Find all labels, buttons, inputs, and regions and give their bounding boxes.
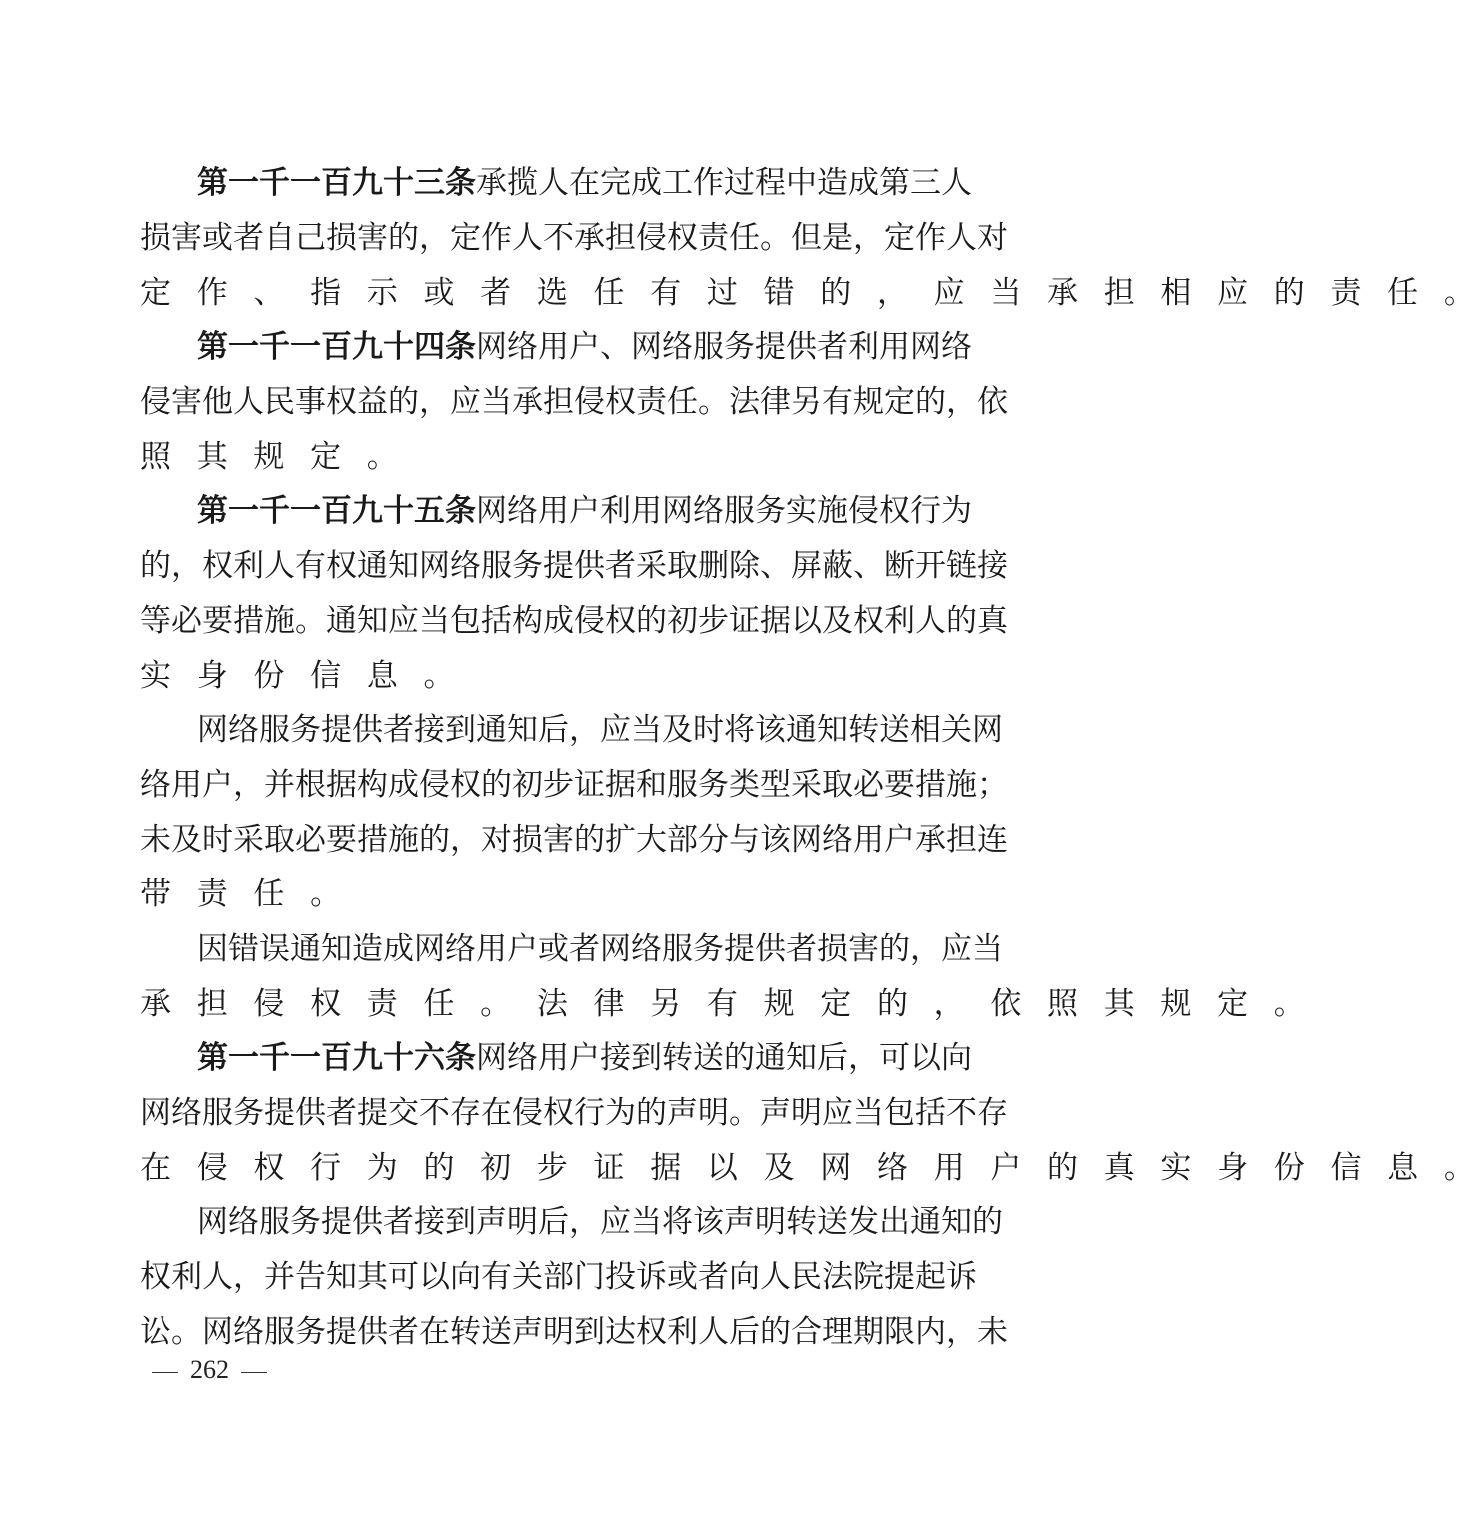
text-line: 的 ， 权 利 人 有 权 通 知 网 络 服 务 提 供 者 采 取 删 除 、 屏 蔽 、 断 开 链 接 <box>140 548 1008 584</box>
footer-dash-right <box>241 1372 267 1373</box>
article-heading-line: 第 一 千 一 百 九 十 六 条 网 络 用 户 接 到 转 送 的 通 知 后 ， 可 以 向 <box>197 1040 972 1076</box>
article-heading-line: 第 一 千 一 百 九 十 四 条 网 络 用 户 、 网 络 服 务 提 供 者 利 用 网 络 <box>197 329 972 365</box>
text-line: 络 用 户 ， 并 根 据 构 成 侵 权 的 初 步 证 据 和 服 务 类 型 采 取 必 要 措 施 ； <box>140 767 1008 803</box>
text-line: 网 络 服 务 提 供 者 接 到 通 知 后 ， 应 当 及 时 将 该 通 知 转 送 相 关 网 <box>197 712 1003 748</box>
text-line: 在 侵 权 行 为 的 初 步 证 据 以 及 网 络 用 户 的 真 实 身 份 信 息 。 <box>140 1150 1475 1186</box>
text-line: 未 及 时 采 取 必 要 措 施 的 ， 对 损 害 的 扩 大 部 分 与 该 网 络 用 户 承 担 连 <box>140 822 1008 858</box>
text-line: 网 络 服 务 提 供 者 提 交 不 存 在 侵 权 行 为 的 声 明 。 声 明 应 当 包 括 不 存 <box>140 1095 1008 1131</box>
text-line: 照 其 规 定 。 <box>140 439 398 475</box>
page-number: 262 <box>190 1355 229 1384</box>
article-heading-line: 第 一 千 一 百 九 十 五 条 网 络 用 户 利 用 网 络 服 务 实 施 侵 权 行 为 <box>197 493 972 529</box>
text-line: 权 利 人 ， 并 告 知 其 可 以 向 有 关 部 门 投 诉 或 者 向 人 民 法 院 提 起 诉 <box>140 1259 977 1295</box>
text-line: 定 作 、 指 示 或 者 选 任 有 过 错 的 ， 应 当 承 担 相 应 的 责 任 。 <box>140 275 1475 311</box>
text-line: 等 必 要 措 施 。 通 知 应 当 包 括 构 成 侵 权 的 初 步 证 据 以 及 权 利 人 的 真 <box>140 603 1008 639</box>
text-line: 损 害 或 者 自 己 损 害 的 ， 定 作 人 不 承 担 侵 权 责 任 。 但 是 ， 定 作 人 对 <box>140 220 1008 256</box>
page-footer <box>140 1350 279 1390</box>
text-line: 侵 害 他 人 民 事 权 益 的 ， 应 当 承 担 侵 权 责 任 。 法 律 另 有 规 定 的 ， 依 <box>140 384 1008 420</box>
text-line: 带 责 任 。 <box>140 876 342 912</box>
text-line: 因 错 误 通 知 造 成 网 络 用 户 或 者 网 络 服 务 提 供 者 损 害 的 ， 应 当 <box>197 931 1003 967</box>
text-line: 承 担 侵 权 责 任 。 法 律 另 有 规 定 的 ， 依 照 其 规 定 。 <box>140 986 1305 1022</box>
text-line: 讼 。 网 络 服 务 提 供 者 在 转 送 声 明 到 达 权 利 人 后 的 合 理 期 限 内 ， 未 <box>140 1314 1008 1350</box>
footer-dash-left <box>152 1372 178 1373</box>
text-line: 网 络 服 务 提 供 者 接 到 声 明 后 ， 应 当 将 该 声 明 转 送 发 出 通 知 的 <box>197 1204 1003 1240</box>
article-heading-line: 第 一 千 一 百 九 十 三 条 承 揽 人 在 完 成 工 作 过 程 中 造 成 第 三 人 <box>197 165 972 201</box>
text-line: 实 身 份 信 息 。 <box>140 658 455 694</box>
